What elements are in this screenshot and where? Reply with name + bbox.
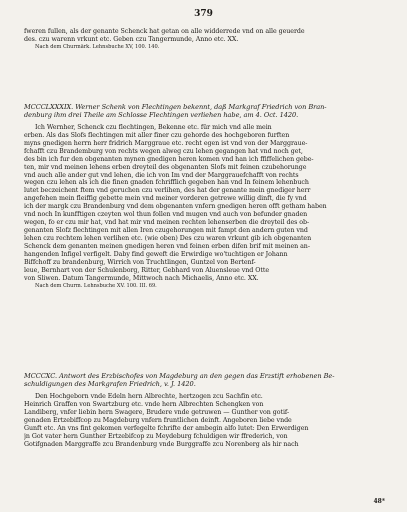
text-line: vnd noch In kunfftigen czeyten wol thun follen vnd mugen vnd auch von befunder gnaden bbox=[24, 211, 308, 219]
text-line: des. czu warenn vrkunt etc. Geben czu Tangermunde, Anno etc. XX. bbox=[24, 35, 239, 43]
text-line: Biffchoff zu brandenburg, Wirrich von Truchtlingen, Guntzel von Bertenf- bbox=[24, 259, 256, 267]
text-line: Heinrich Graffen von Swartzburg etc. vnde hern Albrechten Schengken von bbox=[24, 400, 264, 408]
text-line: ich der margk czu Brandenburg vnd dem obgenanten vnfern gnedigen heren offt getham haben bbox=[24, 203, 327, 211]
text-line: wegen, fo er czu mir hat, vnd hat mir vnd meinen rechten lehenserben die dreyteil des ob- bbox=[24, 219, 310, 227]
text-line: ten, mir vnd meinen lehens erben dreyteil des obgenanten Slofs mit feinen czubehorunge bbox=[24, 163, 307, 171]
text-line: genanten Slofz flechtingen mit allen Iren czugehorungen mit fampt den andern guten vnd bbox=[24, 227, 308, 235]
text-line: lehen czu rechtem lehen verlihen etc. (wie oben) Des czu waren vrkunt gib ich obgenanten bbox=[24, 235, 312, 243]
source-note: Nach dem Churmärk. Lehnsbuche XV, 100. 140. bbox=[35, 43, 160, 50]
document-heading: MCCCXC. Antwort des Erzbischofes von Magdeburg an den gegen das Erzstift erhobenen Be- bbox=[24, 372, 335, 380]
text-line: hangenden Infigel verfigelt. Daby find geweft die Erwirdige wo'tuchtigen er Johann bbox=[24, 251, 288, 259]
text-line: Ich Wernher, Schenck czu flechtingen, Bekenne etc. für mich vnd alle mein bbox=[35, 123, 272, 131]
page-number: 379 bbox=[194, 9, 213, 19]
text-line: Gunft etc. An vns fint gekomen verfegelte fchrifte der ambegin alfo lutet: Den Erwerdigen bbox=[24, 424, 309, 432]
text-line: Landiberg, vnfer liebin hern Swagere, Brudere vnde getruwen — Gunther von gotif- bbox=[24, 408, 290, 416]
document-1390 bbox=[24, 372, 388, 448]
text-line: von Sliwen. Datum Tangermunde, Mittwoch nach Michaelis, Anno etc. XX. bbox=[24, 274, 259, 282]
signature-mark: 48* bbox=[373, 498, 385, 505]
text-line: Den Hochgeborn vnde Edeln hern Albrechte, hertzogen zcu Sachfin etc. bbox=[35, 392, 263, 400]
text-line: lutet beczeichent ftem vnd geruchen czu verlihen, des hat der genante mein gnediger herr bbox=[24, 187, 311, 195]
text-line: leue, Bernhart von der Schulenborg, Ritter, Gebhard von Aluensleue vnd Otte bbox=[24, 266, 269, 274]
source-note: Nach dem Churm. Lehnsbuche XV. 100. III. 69. bbox=[35, 282, 157, 289]
text-line: wegen czu lehen als ich die finen gnaden fchrifflich gegeben han vnd In feinem lehenbuch bbox=[24, 179, 309, 187]
text-line: fweren fullen, als der genante Schenck hat getan on alle widderrede vnd on alle geuerde bbox=[24, 28, 305, 35]
text-line: fchafft czu Brandemburg von rechts wegen alweg czu lehen gegangen hat vnd noch get, bbox=[24, 147, 303, 155]
text-line: jn Got vater hern Gunther Ertzebifcop zu Meydeburg fchuldigen wir ffrederich, von bbox=[24, 432, 288, 440]
text-line: vnd auch alle ander gut vnd lehen, die ich von Im vnd der Marggrauefchafft von rechts bbox=[24, 171, 299, 179]
document-heading: schuldigungen des Markgrafen Friedrich, v. J. 1420. bbox=[24, 380, 196, 389]
continuation-block bbox=[24, 28, 388, 51]
document-heading: denburg ihm drei Theile am Schlosse Flechtingen verliehen habe, am 4. Oct. 1420. bbox=[24, 111, 299, 120]
text-line: des bin ich fur den obgenanten mynen gnedigen heren komen vnd han ich ffiffelichen gebe- bbox=[24, 155, 314, 163]
text-line: Schenck dem genanten meinen gnedigen heren vnd feinen erben difen brif mit meinen an- bbox=[24, 243, 310, 251]
text-line: erben. Als das Slofs flechtingen mit aller finer czu gehorde des hochgeboren furften bbox=[24, 131, 290, 139]
text-line: myns gnedigen herrn herr fridrich Marggraue etc. recht egen ist vnd von der Marggraue- bbox=[24, 139, 308, 147]
text-line: genaden Ertzebiffcop zu Magdeburg vnfern fruntlichen deinft. Angeboren liebe vnde bbox=[24, 416, 292, 424]
text-line: Gotifgnaden Marggraffe zcu Brandenburg vnde Burggraffe zcu Norenberg als hir nach bbox=[24, 440, 299, 448]
document-heading: MCCCLXXXIX. Werner Schenk von Flechtingen bekennt, daß Markgraf Friedrich von Bran- bbox=[24, 103, 327, 111]
document-1389 bbox=[24, 103, 388, 290]
text-line: angefehen mein fleiffig gebette mein vnd meiner vorderen getrewe willig dinft, die fy vnd bbox=[24, 195, 307, 203]
